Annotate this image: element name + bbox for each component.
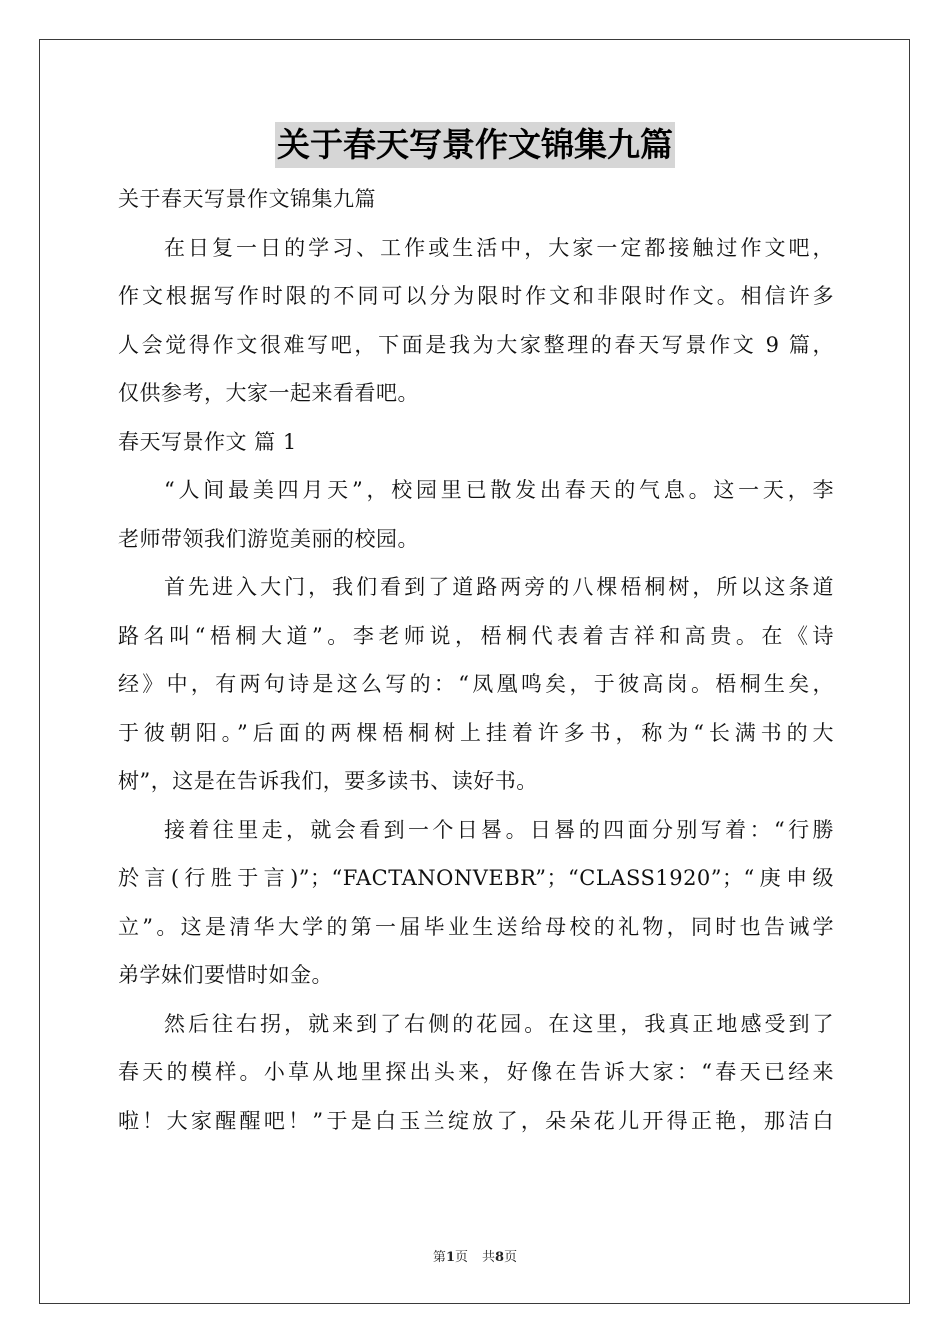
text-line: 接着往里走，就会看到一个日晷。日晷的四面分别写着：“行勝 <box>164 817 834 842</box>
total-pages: 8 <box>495 1250 505 1265</box>
text-line: “人间最美四月天”，校园里已散发出春天的气息。这一天，李 <box>164 478 834 502</box>
text-line: 仅供参考，大家一起来看看吧。 <box>118 381 419 405</box>
text-line: 然后往右拐，就来到了右侧的花园。在这里，我真正地感受到了 <box>164 1011 834 1036</box>
text-line: 啦！大家醒醒吧！”于是白玉兰绽放了，朵朵花儿开得正艳，那洁白 <box>118 1108 834 1133</box>
total-prefix: 共 <box>482 1250 496 1265</box>
text-line: 立”。这是清华大学的第一届毕业生送给母校的礼物，同时也告诫学 <box>118 914 834 939</box>
text-line: 树”，这是在告诉我们，要多读书、读好书。 <box>118 769 538 793</box>
text-line: 人会觉得作文很难写吧，下面是我为大家整理的春天写景作文 9 篇， <box>118 332 834 357</box>
document-title: 关于春天写景作文锦集九篇 <box>275 122 675 168</box>
document-body <box>118 175 834 1145</box>
text-line: 在日复一日的学习、工作或生活中，大家一定都接触过作文吧， <box>164 235 834 260</box>
subtitle-line: 关于春天写景作文锦集九篇 <box>118 187 376 211</box>
text-line: 路名叫“梧桐大道”。李老师说，梧桐代表着吉祥和高贵。在《诗 <box>118 623 834 648</box>
total-suffix: 页 <box>504 1250 518 1265</box>
text-line: 弟学妹们要惜时如金。 <box>118 963 333 987</box>
text-line: 春天写景作文 篇 1 <box>118 429 297 454</box>
page-number: 1 <box>445 1250 455 1265</box>
page-footer <box>0 1246 950 1265</box>
text-line: 於言(行胜于言)”；“FACTANONVEBR”；“CLASS1920”；“庚申级 <box>118 866 834 890</box>
text-line: 于彼朝阳。”后面的两棵梧桐树上挂着许多书，称为“长满书的大 <box>118 720 834 745</box>
text-line: 老师带领我们游览美丽的校园。 <box>118 526 419 551</box>
page-suffix: 页 <box>454 1250 468 1265</box>
text-line: 经》中，有两句诗是这么写的：“凤凰鸣矣，于彼高岗。梧桐生矣， <box>118 672 834 696</box>
text-line: 首先进入大门，我们看到了道路两旁的八棵梧桐树，所以这条道 <box>164 575 834 599</box>
title-container <box>0 122 950 168</box>
text-line: 春天的模样。小草从地里探出头来，好像在告诉大家：“春天已经来 <box>118 1060 834 1084</box>
page-prefix: 第 <box>432 1250 446 1265</box>
text-line: 作文根据写作时限的不同可以分为限时作文和非限时作文。相信许多 <box>118 284 834 308</box>
